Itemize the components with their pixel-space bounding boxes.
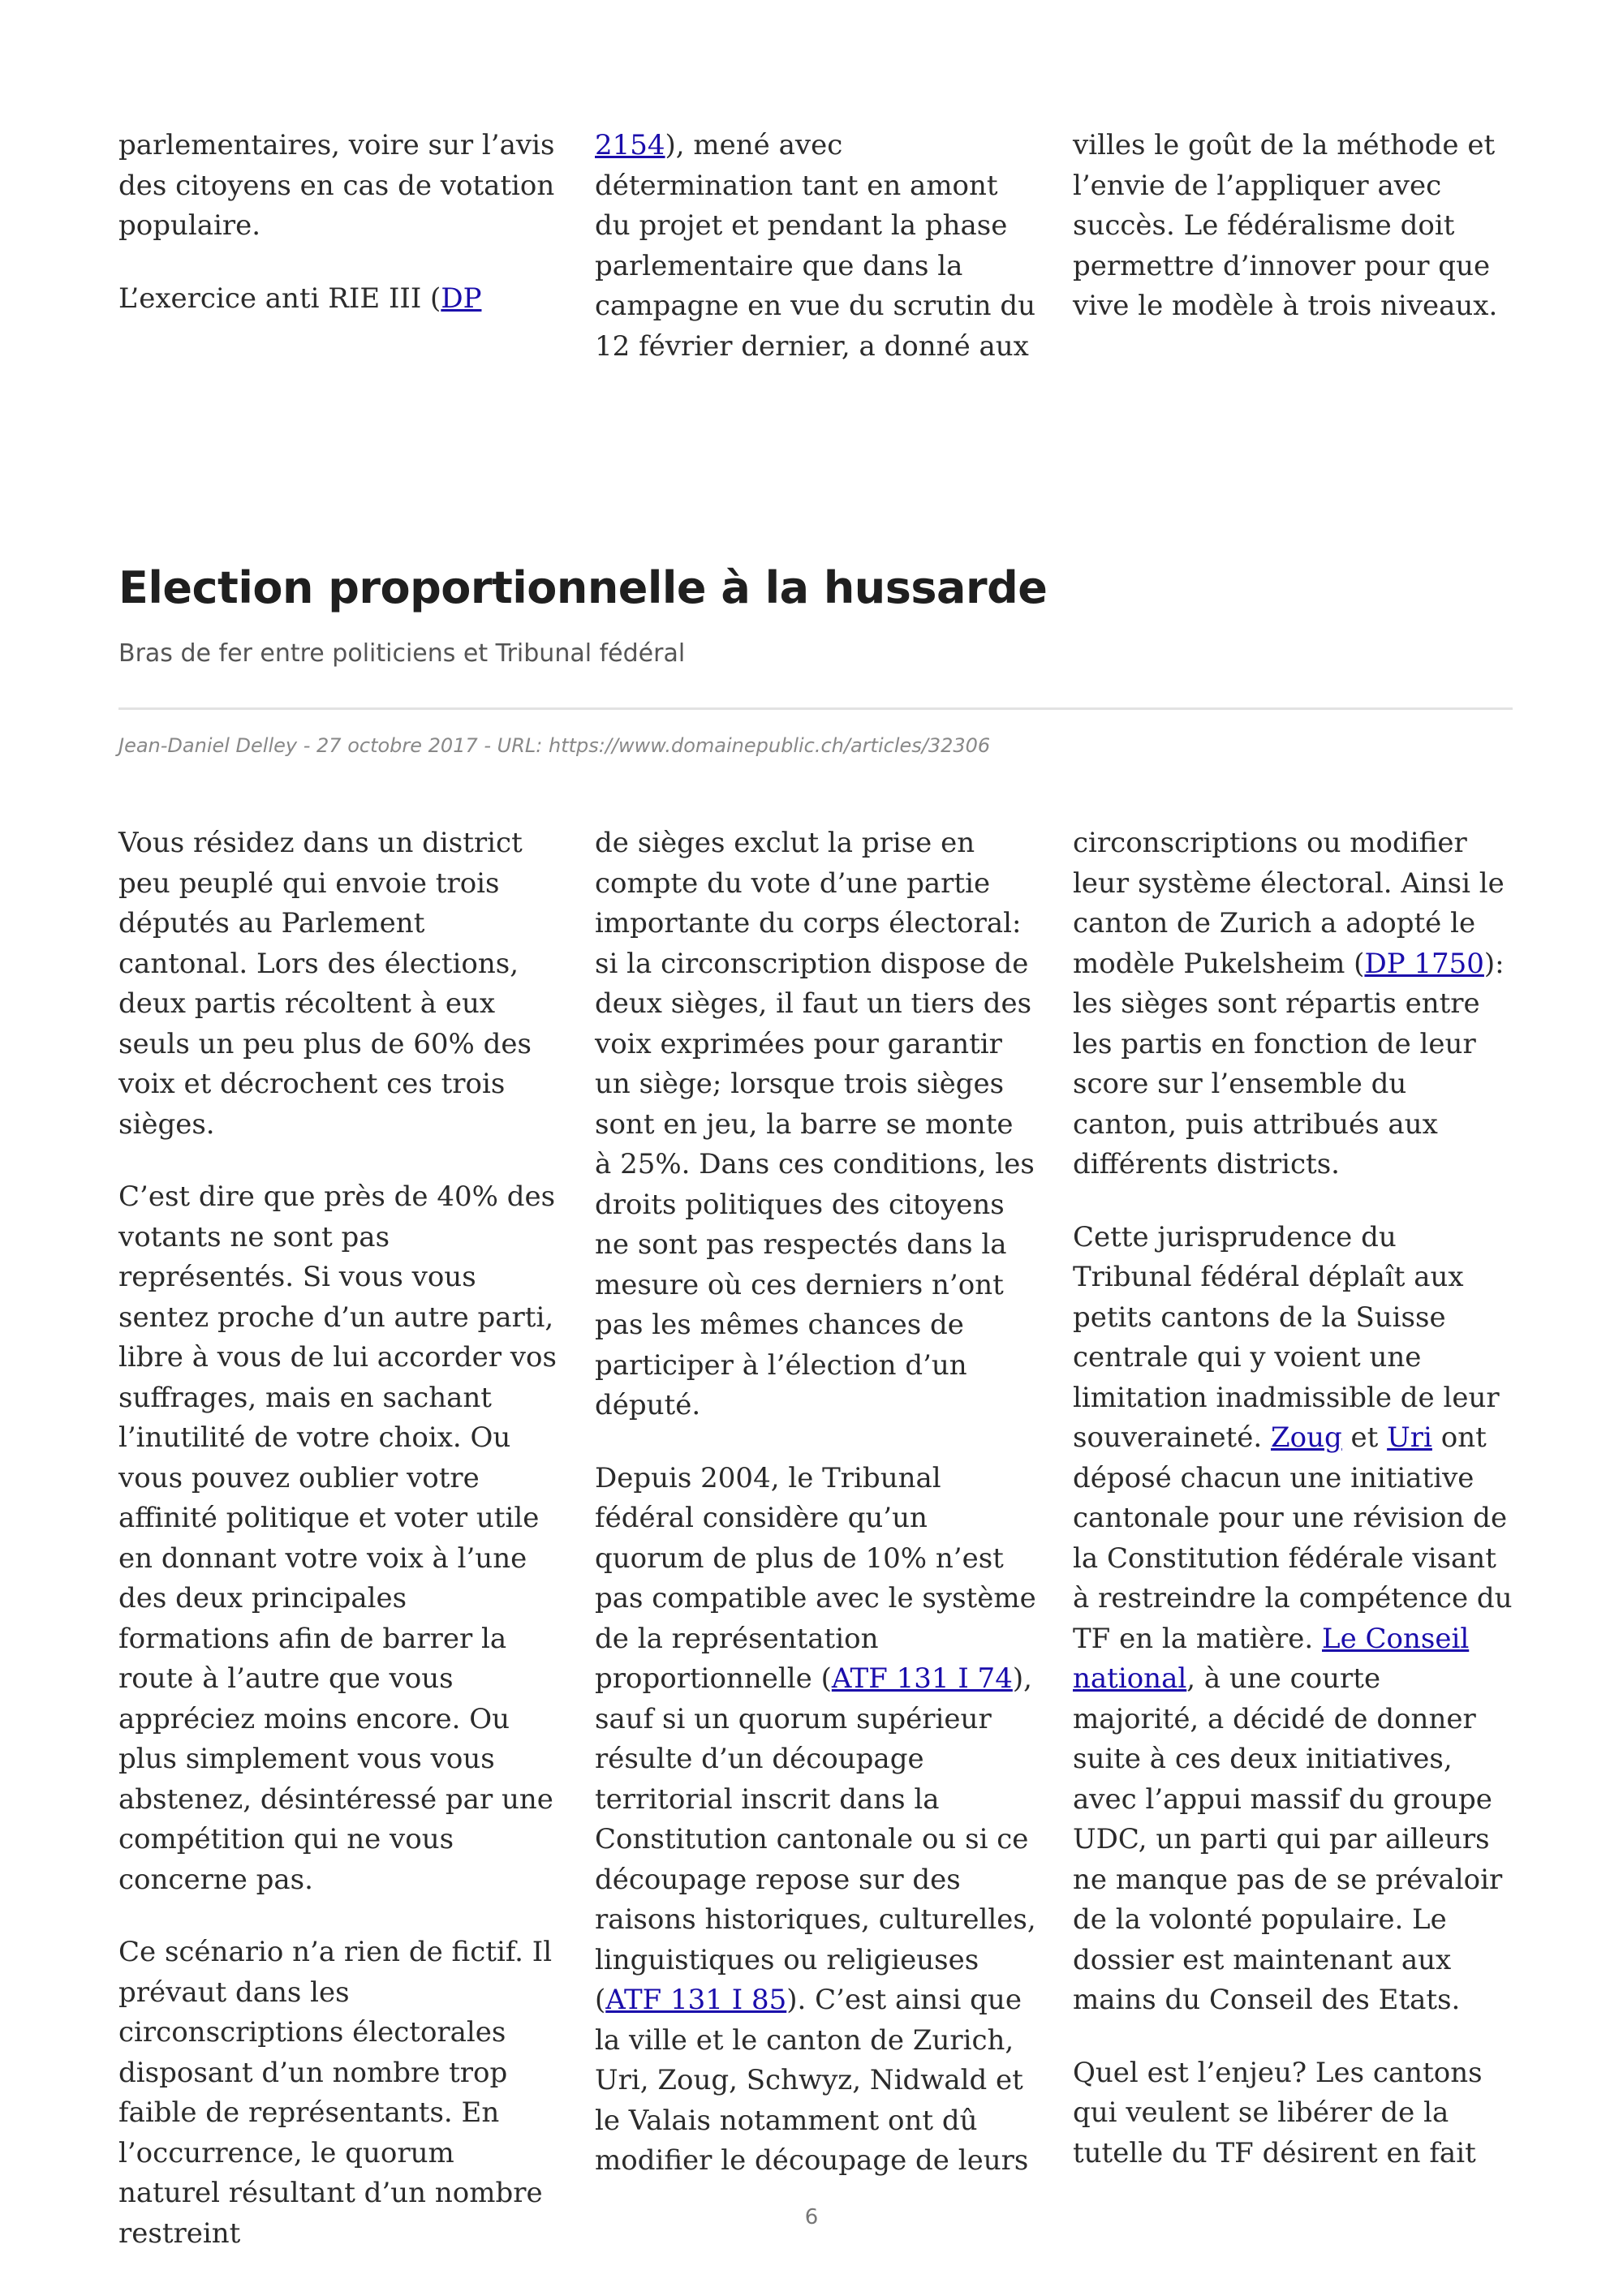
article-column-2: [595, 823, 1037, 2182]
link-dp-2154[interactable]: 2154: [595, 129, 665, 161]
paragraph: villes le goût de la méthode et l’envie de l’appliquer avec succès. Le fédéralisme doit permettre d’innover pour que vive le modèle à trois niveaux.: [1073, 129, 1498, 322]
link-uri[interactable]: Uri: [1387, 1421, 1432, 1454]
article-column-3: [1073, 823, 1515, 2173]
text-run: ). C’est ainsi que la ville et le canton de Zurich, Uri, Zoug, Schwyz, Nidwald et le Valais notamment ont dû modifier le découpage de leurs: [595, 1984, 1029, 2177]
text-run: circonscriptions ou modifier leur système électoral. Ainsi le canton de Zurich a adopté le modèle Pukelsheim (: [1073, 827, 1505, 980]
divider: [118, 707, 1513, 710]
paragraph: [1073, 1218, 1515, 2021]
page-number: 6: [804, 2205, 819, 2229]
link-zoug[interactable]: Zoug: [1270, 1421, 1342, 1454]
link-dp-1750[interactable]: DP 1750: [1364, 947, 1484, 980]
article-byline: Jean-Daniel Delley - 27 octobre 2017 - URL: https://www.domainepublic.ch/articles/32306: [118, 734, 991, 757]
article-title: Election proportionnelle à la hussarde: [118, 562, 1048, 613]
text-run: ), mené avec détermination tant en amont du projet et pendant la phase parlementaire que dans la campagne en vue du scrutin du 12 février dernier, a donné aux: [595, 129, 1036, 363]
text-run: Cette jurisprudence du Tribunal fédéral déplaît aux petits cantons de la Suisse centrale qui y voient une limitation inadmissible de leur souveraineté.: [1073, 1220, 1500, 1454]
text-run: Depuis 2004, le Tribunal fédéral considère qu’un quorum de plus de 10% n’est pas compatible avec le système de la représentation proportionnelle (: [595, 1461, 1036, 1695]
paragraph: Vous résidez dans un district peu peuplé qui envoie trois députés au Parlement cantonal. Lors des élections, deux partis récoltent à eux seuls un peu plus de 60% des voix et décrochent ces trois sièges.: [118, 827, 532, 1141]
paragraph: [595, 1459, 1037, 2182]
text-run: L’exercice anti RIE III (: [118, 282, 441, 315]
text-run: ): les sièges sont répartis entre les partis en fonction de leur score sur l’ensemble du canton, puis attribués aux différents districts.: [1073, 947, 1505, 1180]
paragraph: parlementaires, voire sur l’avis des citoyens en cas de votation populaire.: [118, 129, 555, 242]
link-conseil-national[interactable]: Le Conseil national: [1073, 1622, 1470, 1695]
paragraph: Quel est l’enjeu? Les cantons qui veulent se libérer de la tutelle du TF désirent en fait: [1073, 2056, 1483, 2169]
previous-article-column-3: [1073, 126, 1515, 327]
previous-article-column-2: [595, 126, 1037, 367]
paragraph: [118, 279, 561, 320]
link-atf-131-i-85[interactable]: ATF 131 I 85: [605, 1984, 787, 2016]
link-atf-131-i-74[interactable]: ATF 131 I 74: [831, 1662, 1013, 1695]
paragraph: C’est dire que près de 40% des votants ne sont pas représentés. Si vous vous sentez proche d’un autre parti, libre à vous de lui accorder vos suffrages, mais en sachant l’inutilité de votre choix. Ou vous pouvez oublier votre affinité politique et voter utile en donnant votre voix à l’une des deux principales formations afin de barrer la route à l’autre que vous appréciez moins encore. Ou plus simplement vous vous abstenez, désintéressé par une compétition qui ne vous concerne pas.: [118, 1180, 557, 1896]
paragraph: de sièges exclut la prise en compte du vote d’une partie importante du corps électoral: si la circonscription dispose de deux sièges, il faut un tiers des voix exprimées pour garantir un siège; lorsque trois sièges sont en jeu, la barre se monte à 25%. Dans ces conditions, les droits politiques des citoyens ne sont pas respectés dans la mesure où ces derniers n’ont pas les mêmes chances de participer à l’élection d’un député.: [595, 827, 1035, 1421]
text-run: ont déposé chacun une initiative cantonale pour une révision de la Constitution fédérale visant à restreindre la compétence du TF en la matière.: [1073, 1421, 1513, 1655]
text-run: ), sauf si un quorum supérieur résulte d’un découpage territorial inscrit dans la Constitution cantonale ou si ce découpage repose sur des raisons historiques, culturelles, linguistiques ou religieuses (: [595, 1662, 1036, 2016]
article-column-1: [118, 823, 561, 2254]
paragraph: [595, 126, 1037, 367]
paragraph: Ce scénario n’a rien de fictif. Il prévaut dans les circonscriptions électorales disposant d’un nombre trop faible de représentants. En l’occurrence, le quorum naturel résultant d’un nombre restreint: [118, 1936, 553, 2250]
article-subtitle: Bras de fer entre politiciens et Tribunal fédéral: [118, 639, 686, 668]
link-dp[interactable]: DP: [441, 282, 482, 315]
text-run: et: [1341, 1421, 1388, 1454]
previous-article-column-1: [118, 126, 561, 319]
paragraph: [1073, 823, 1515, 1185]
text-run: , à une courte majorité, a décidé de donner suite à ces deux initiatives, avec l’appui massif du groupe UDC, un parti qui par ailleurs ne manque pas de se prévaloir de la volonté populaire. Le dossier est maintenant aux mains du Conseil des Etats.: [1073, 1662, 1503, 2016]
